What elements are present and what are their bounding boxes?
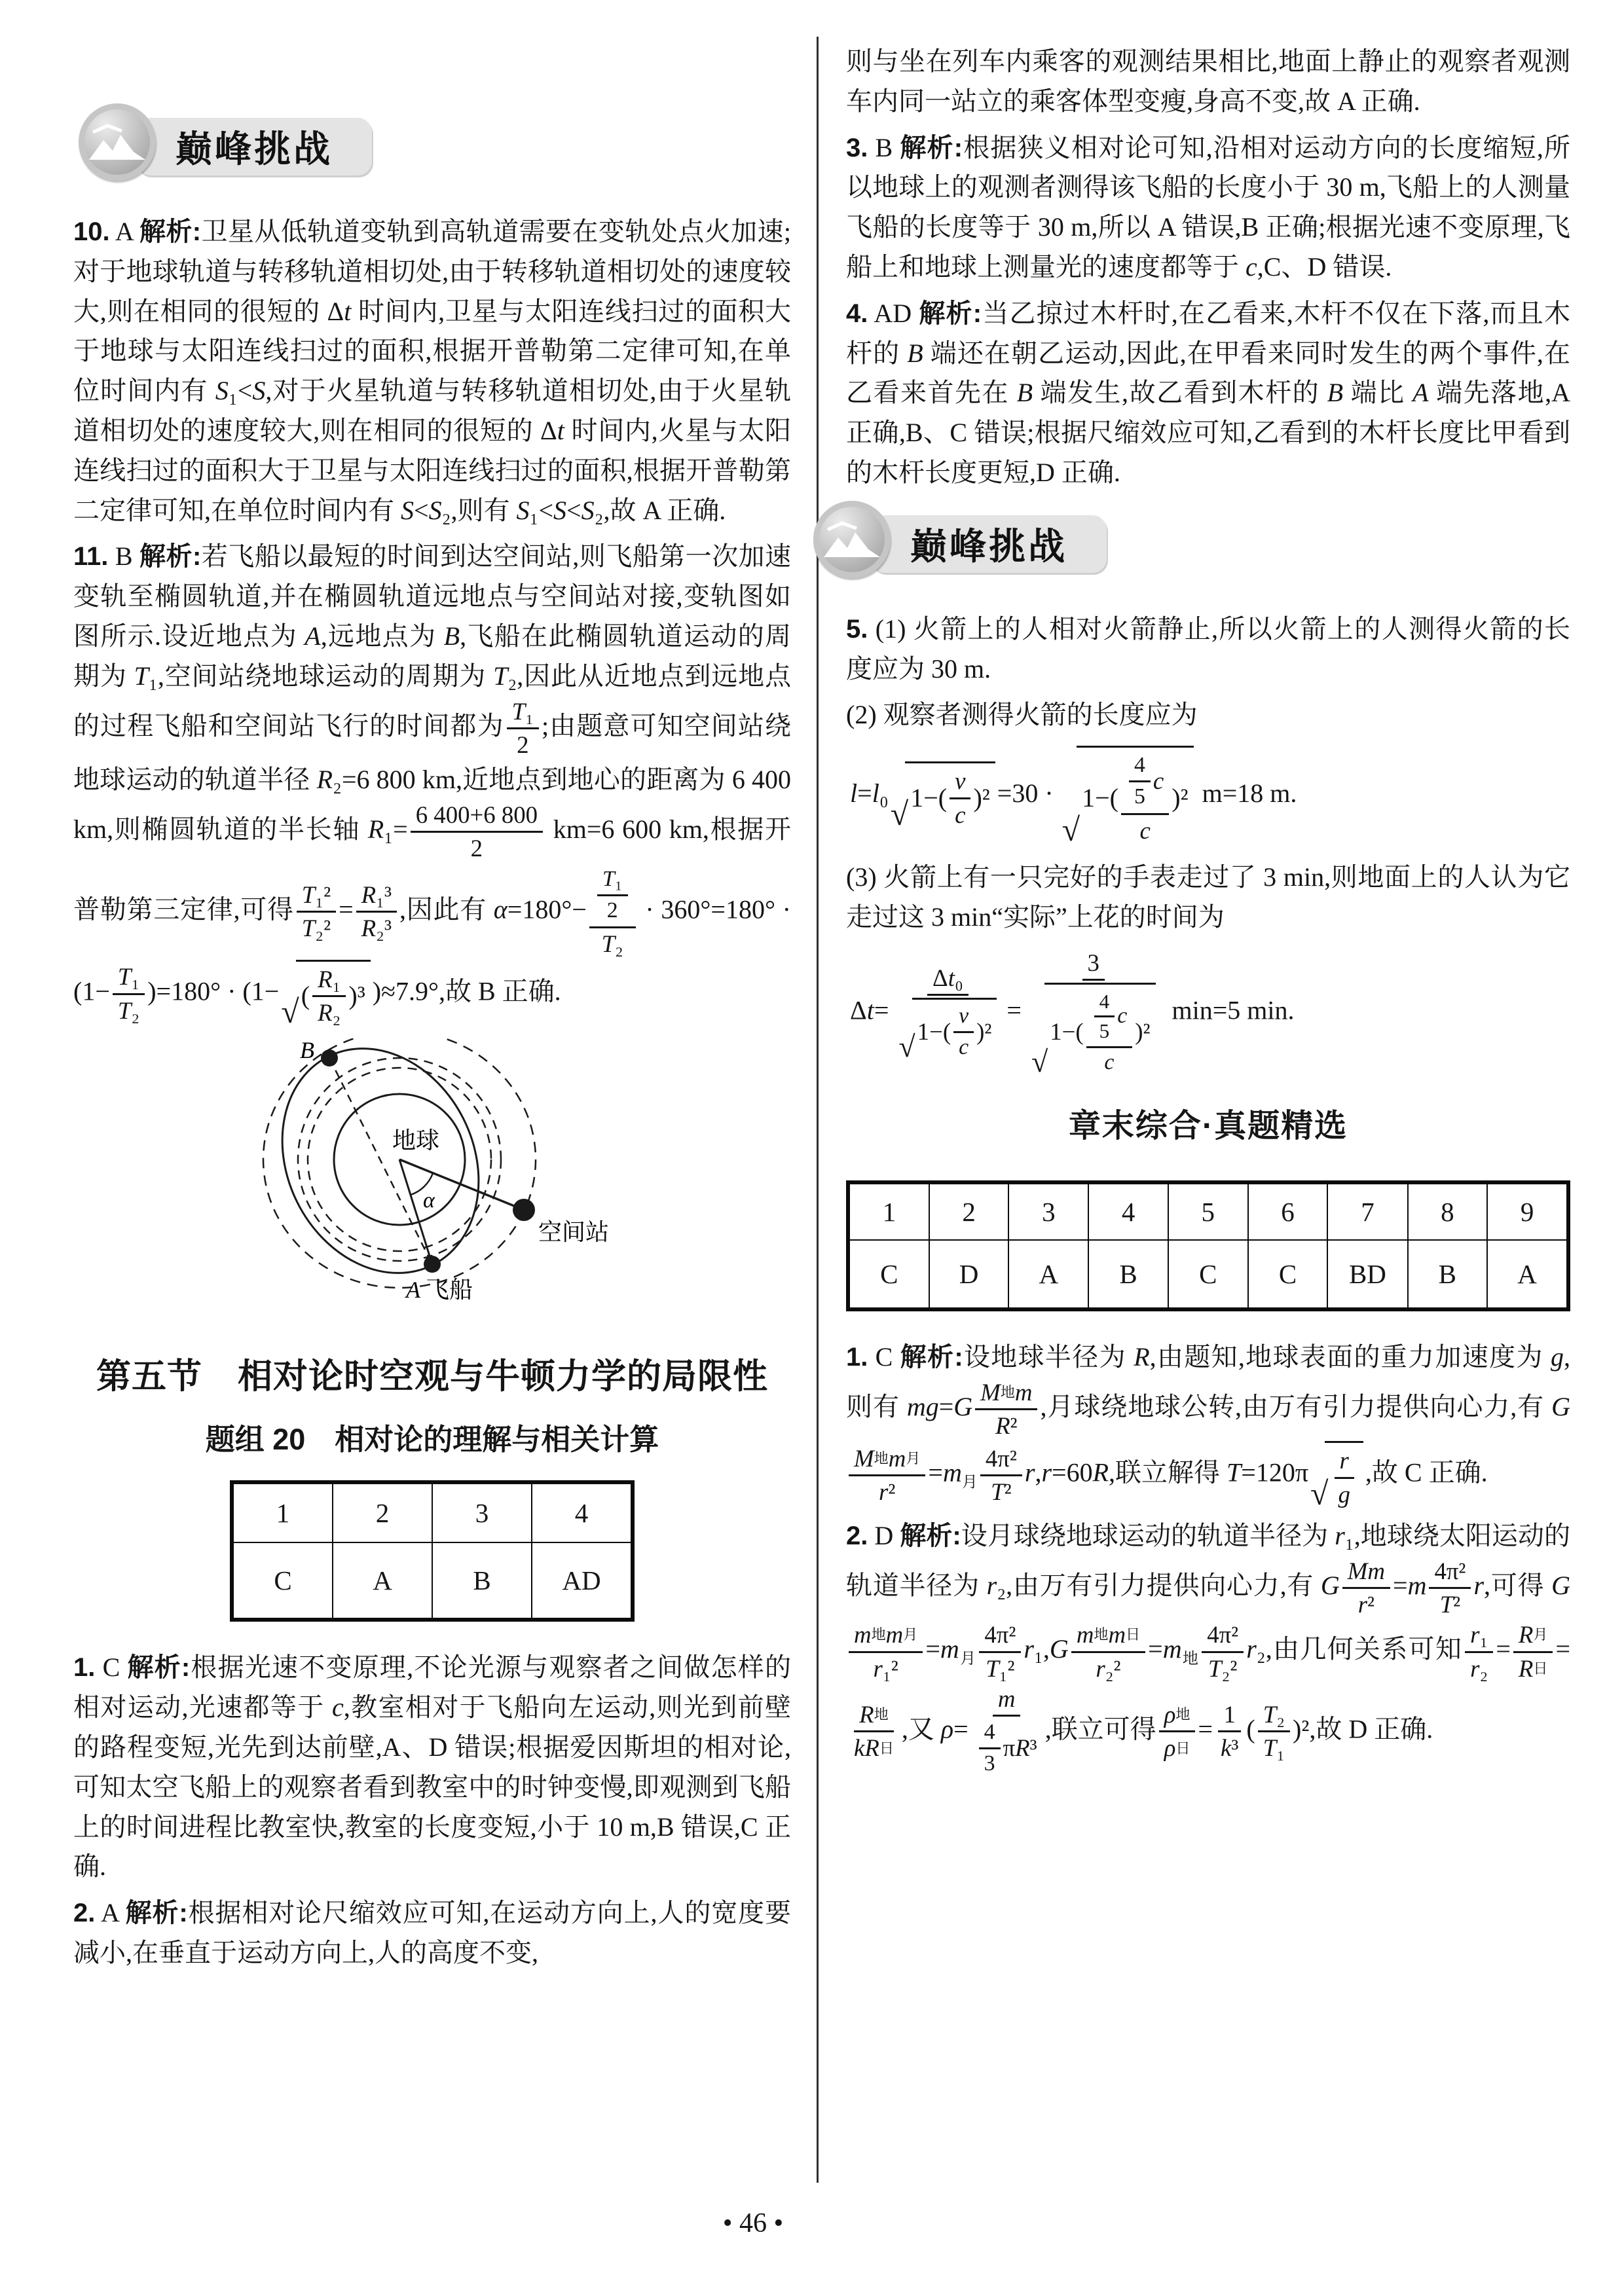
header-cell: 7: [1327, 1182, 1407, 1240]
header-cell: 5: [1168, 1182, 1248, 1240]
solution-item-2: 2. A 解析:根据相对论尺缩效应可知,在运动方向上,人的宽度要减小,在垂直于运动方向上,人的高度不变,: [73, 1898, 791, 1967]
answer-cell: D: [929, 1240, 1009, 1309]
peak-challenge-badge: [73, 102, 791, 189]
answer-cell: C: [1248, 1240, 1328, 1309]
solution-item-11: 11. B 解析:若飞船以最短的时间到达空间站,则飞船第一次加速变轨至椭圆轨道,并在椭圆轨道远地点与空间站对接,变轨图如图所示.设近地点为 A,远地点为 B,飞船在此椭圆轨道运动的周期为 T₁,空间站绕地球运动的周期为 T₂,因此从近地点到远地点的过程飞船和空间站飞行的时间都为 T ₁ 2 ;由题意可知空间站绕地球运动的轨道半径 R₂=6 800 km,近地点到地心的距离为 6 400 km,则椭圆轨道的半长轴 R₁= $\frac{6 400+6 800}{2}$ km=6 600 km,根据开普勒第三定律,可得 T ₁² T ₂² = R ₁³ R ₂³ ,因此有 α=180°− T ₁ 2 T ₂ · 360°=180° · (1− T ₁ T ₂ )=180° · (1− √ ( R ₁ R ₂ )³ )≈7.9°,故 B 正确.: [73, 541, 792, 1030]
ship-dot: [424, 1256, 441, 1273]
header-cell: 2: [333, 1482, 432, 1542]
solution-item-4: 4. AD 解析:当乙掠过木杆时,在乙看来,木杆不仅在下落,而且木杆的 B 端还在朝乙运动,因此,在甲看来同时发生的两个事件,在乙看来首先在 B 端发生,故乙看到木杆的 B 端比 A 端先落地,A 正确,B、C 错误;根据尺缩效应可知,乙看到的木杆长度比甲看到的木杆长度更短,D 正确.: [846, 298, 1571, 487]
header-cell: 8: [1408, 1182, 1488, 1240]
label-station: 空间站: [538, 1219, 610, 1246]
header-cell: 4: [532, 1482, 633, 1542]
solution-item-5-part3: (3) 火箭上有一只完好的手表走过了 3 min,则地面上的人认为它走过这 3 min“实际”上花的时间为: [846, 862, 1570, 932]
header-cell: 6: [1248, 1182, 1328, 1240]
label-apogee-b: B: [300, 1038, 314, 1064]
peak-challenge-badge: [808, 500, 1570, 586]
label-ship-a: A: [406, 1277, 420, 1303]
station-dot: [513, 1199, 535, 1221]
topic-group-title: 题组 20 相对论的理解与相关计算: [205, 1423, 659, 1457]
header-cell: 1: [848, 1182, 929, 1240]
answer-cell: A: [1008, 1240, 1088, 1309]
formula-length-contraction: l=l₀ √ 1−( $\frac{v}{c}$ )² =30 · √ 1−( $\frac{4}{5}$ c c )² m=18 m.: [850, 746, 1570, 846]
chapter-solution-item-1: 1. C 解析:设地球半径为 R,由题知,地球表面的重力加速度为 g,则有 mg=G M 地 m R ² ,月球绕地球公转,由万有引力提供向心力,有 G M 地 m 月 r ² $=m_月$ 4π² T ² r,r=60R,联立解得 T=120π √ $\frac{r}{g}$ ,故 C 正确.: [846, 1341, 1571, 1512]
answer-table-chapter: [846, 1180, 1570, 1311]
apsis-line: [329, 1058, 432, 1264]
chapter-solution-item-2: 2. D 解析:设月球绕地球运动的轨道半径为 r₁,地球绕太阳运动的轨道半径为 r₂,由万有引力提供向心力,有 G Mm r ² =m 4π² T ² r,可得 G m 地 m 月 r ₁² $=m_月$ 4π² T ₁² r₁,G m 地 m 日 r ₂² $=m_地$ 4π² T ₂² r₂,由几何关系可知 r ₁ r ₂ = R 月 R 日 = R 地 kR 日 ,又 ρ= m $\frac{4}{3}$ π R ³ ,联立可得 ρ 地 ρ 日 = 1 k ³ ( T ₂ T ₁ )²,故 D 正确.: [846, 1520, 1571, 1776]
header-cell: 9: [1487, 1182, 1568, 1240]
answer-cell: B: [432, 1542, 532, 1620]
label-alpha: α: [423, 1188, 435, 1213]
badge-label: 巅峰挑战: [175, 128, 333, 170]
page-number: • 46 •: [722, 2208, 784, 2238]
apogee-dot: [321, 1049, 338, 1066]
formula-time-dilation: Δt= Δ t ₀ √ 1−( $\frac{v}{c}$ )² = 3 √ 1−( $\frac{4}{5}$ c c )² min=5 min.: [850, 949, 1295, 1078]
answer-table-group20: [230, 1480, 635, 1622]
table-answer-row: [232, 1542, 633, 1620]
answer-cell: C: [1168, 1240, 1248, 1309]
answer-cell: BD: [1327, 1240, 1407, 1309]
label-ship: 飞船: [426, 1277, 473, 1303]
header-cell: 4: [1088, 1182, 1168, 1240]
left-column: [73, 100, 791, 1980]
solution-item-1: 1. C 解析:根据光速不变原理,不论光源与观察者之间做怎样的相对运动,光速都等于 c,教室相对于飞船向左运动,则光到前壁的路程变短,光先到达前壁,A、D 错误;根据爱因斯坦的相对论,可知太空飞船上的观察者看到教室中的时钟变慢,即观测到飞船上的时间进程比教室快,教室的长度变短,小于 10 m,B 错误,C 正确.: [73, 1652, 792, 1882]
mountain-icon: [79, 103, 156, 181]
answer-cell: B: [1408, 1240, 1488, 1309]
section-title: 第五节 相对论时空观与牛顿力学的局限性: [96, 1357, 768, 1396]
orbit-diagram: [73, 1038, 791, 1326]
table-header-row: [232, 1482, 633, 1542]
solution-item-3: 3. B 解析:根据狭义相对论可知,沿相对运动方向的长度缩短,所以地球上的观测者测得该飞船的长度小于 30 m,飞船上的人测量飞船的长度等于 30 m,所以 A 错误,B 正确;根据光速不变原理,飞船上和地球上测量光的速度都等于 c,C、D 错误.: [846, 132, 1570, 282]
badge-pill: [136, 118, 372, 175]
solution-item-5-part2: (2) 观察者测得火箭的长度应为: [846, 700, 1198, 730]
solution-item-10: 10. A 解析:卫星从低轨道变轨到高轨道需要在变轨处点火加速;对于地球轨道与转移轨道相切处,由于转移轨道相切处的速度较大,则在相同的很短的 Δt 时间内,卫星与太阳连线扫过的面积大于地球与太阳连线扫过的面积,根据开普勒第二定律可知,在单位时间内有 S₁<S,对于火星轨道与转移轨道相切处,由于火星轨道相切处的速度较大,则在相同的很短的 Δt 时间内,火星与太阳连线扫过的面积大于卫星与太阳连线扫过的面积,根据开普勒第二定律可知,在单位时间内有 S<S₂,则有 S₁<S<S₂,故 A 正确.: [73, 217, 792, 525]
answer-cell: AD: [532, 1542, 633, 1620]
answer-cell: A: [333, 1542, 432, 1620]
table-answer-row: [848, 1240, 1568, 1309]
badge-label: 巅峰挑战: [910, 525, 1067, 567]
header-cell: 3: [432, 1482, 532, 1542]
table-header-row: [848, 1182, 1568, 1240]
station-radius-line: [399, 1159, 524, 1213]
header-cell: 2: [929, 1182, 1009, 1240]
solution-item-2-continued: 则与坐在列车内乘客的观测结果相比,地面上静止的观察者观测车内同一站立的乘客体型变瘦,身高不变,故 A 正确.: [846, 46, 1570, 116]
header-cell: 1: [232, 1482, 333, 1542]
header-cell: 3: [1008, 1182, 1088, 1240]
column-divider: [817, 37, 819, 2183]
answer-cell: C: [848, 1240, 929, 1309]
solution-item-5-part1: 5. (1) 火箭上的人相对火箭静止,所以火箭上的人测得火箭的长度应为 30 m.: [846, 613, 1570, 683]
right-column: [846, 42, 1570, 1786]
answer-cell: A: [1487, 1240, 1568, 1309]
badge-pill: [871, 515, 1107, 573]
mountain-icon: [813, 501, 891, 578]
chapter-review-title: 章末综合·真题精选: [1068, 1108, 1348, 1144]
label-earth: 地球: [392, 1127, 440, 1154]
answer-cell: B: [1088, 1240, 1168, 1309]
answer-cell: C: [232, 1542, 333, 1620]
